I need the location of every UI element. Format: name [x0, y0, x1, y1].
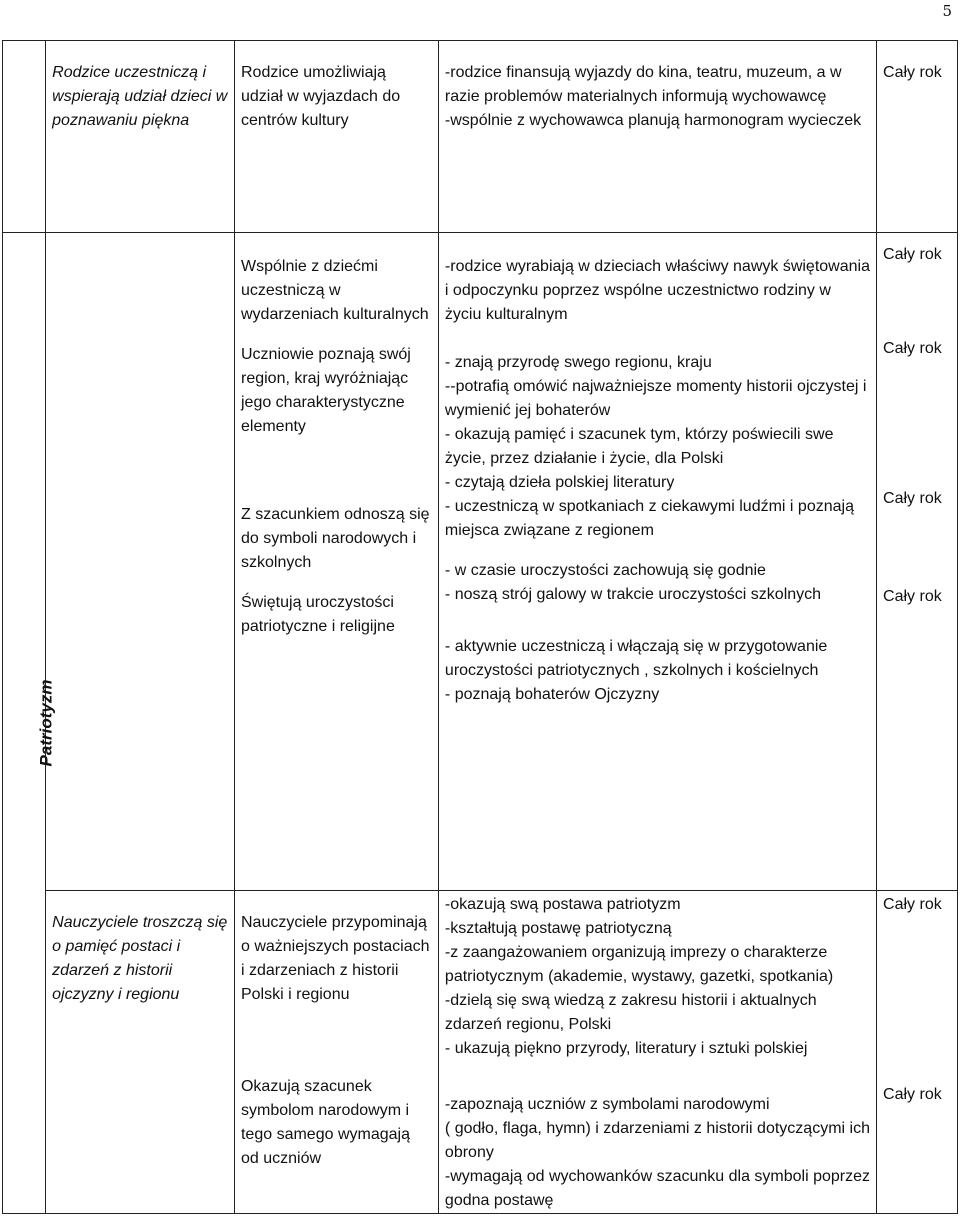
- task-text: Świętują uroczystości patriotyczne i religijne: [240, 594, 395, 635]
- table-row: [3, 891, 958, 1214]
- term-text: Cały rok: [883, 588, 942, 605]
- empty-cell: [3, 41, 46, 233]
- task-text: Uczniowie poznają swój region, kraj wyróżniając jego charakterystyczne elementy: [240, 346, 411, 435]
- term-cell: [877, 233, 958, 891]
- forms-cell: [438, 891, 876, 1214]
- term-text: Cały rok: [883, 1086, 942, 1103]
- forms-text: - znają przyrodę swego regionu, kraju --potrafią omówić najważniejsze momenty historii ojczystej i wymienić jej bohaterów - okazują pamięć i szacunek tym, którzy poświecili swe życie, przez działanie i życie, dla Polski - czytają dzieła polskiej literatury - uczestniczą w spotkaniach z ciekawymi ludźmi i poznają miejsca związane z regionem: [444, 354, 867, 539]
- task-cell: [234, 891, 438, 1214]
- task-cell: [234, 41, 438, 233]
- term-text: Cały rok: [883, 246, 942, 263]
- page-number: 5: [942, 2, 952, 20]
- area-label: Patriotyzm: [36, 679, 56, 766]
- table-row: [3, 41, 958, 233]
- term-text: Cały rok: [883, 340, 942, 357]
- task-text: Nauczyciele przypominają o ważniejszych postaciach i zdarzeniach z historii Polski i regionu: [240, 914, 430, 1003]
- forms-text: -okazują swą postawa patriotyzm -kształtują postawę patriotyczną -z zaangażowaniem organizują imprezy o charakterze patriotycznym (akademie, wystawy, gazetki, spotkania) -dzielą się swą wiedzą z zakresu historii i aktualnych zdarzeń regionu, Polski - ukazują piękno przyrody, literatury i sztuki polskiej: [444, 896, 834, 1057]
- task-text: Rodzice umożliwiają udział w wyjazdach do centrów kultury: [240, 64, 401, 129]
- term-text: Cały rok: [883, 490, 942, 507]
- forms-text: -rodzice wyrabiają w dzieciach właściwy nawyk świętowania i odpoczynku poprzez wspólne uczestnictwo rodziny w życiu kulturalnym: [444, 258, 870, 323]
- forms-cell: [438, 233, 876, 891]
- goal-cell: [46, 891, 235, 1214]
- goal-text: Rodzice uczestniczą i wspierają udział dzieci w poznawaniu piękna: [52, 64, 228, 129]
- forms-text: - w czasie uroczystości zachowują się godnie - noszą strój galowy w trakcie uroczystości szkolnych: [444, 562, 822, 603]
- table-row: [3, 233, 958, 891]
- task-text: Wspólnie z dziećmi uczestniczą w wydarzeniach kulturalnych: [240, 258, 429, 323]
- term-text: Cały rok: [883, 64, 942, 81]
- education-plan-table: [2, 40, 958, 1214]
- forms-text: -rodzice finansują wyjazdy do kina, teatru, muzeum, a w razie problemów materialnych informują wychowawcę -wspólnie z wychowawca planują harmonogram wycieczek: [444, 64, 862, 129]
- task-text: Z szacunkiem odnoszą się do symboli narodowych i szkolnych: [240, 506, 430, 571]
- forms-text: -zapoznają uczniów z symbolami narodowymi ( godło, flaga, hymn) i zdarzeniami z historii dotyczącymi ich obrony -wymagają od wychowanków szacunku dla symboli poprzez godna postawę: [444, 1096, 871, 1209]
- goal-cell: [46, 41, 235, 233]
- task-text: Okazują szacunek symbolom narodowym i tego samego wymagają od uczniów: [240, 1078, 410, 1167]
- area-cell: [3, 233, 56, 1214]
- term-text: Cały rok: [883, 896, 942, 913]
- forms-cell: [438, 41, 876, 233]
- term-cell: [877, 891, 958, 1214]
- task-cell: [234, 233, 438, 891]
- term-cell: [877, 41, 958, 233]
- goal-cell: [46, 233, 235, 891]
- goal-text: Nauczyciele troszczą się o pamięć postaci i zdarzeń z historii ojczyzny i regionu: [52, 914, 228, 1003]
- forms-text: - aktywnie uczestniczą i włączają się w przygotowanie uroczystości patriotycznych , szkolnych i kościelnych - poznają bohaterów Ojczyzny: [444, 638, 828, 703]
